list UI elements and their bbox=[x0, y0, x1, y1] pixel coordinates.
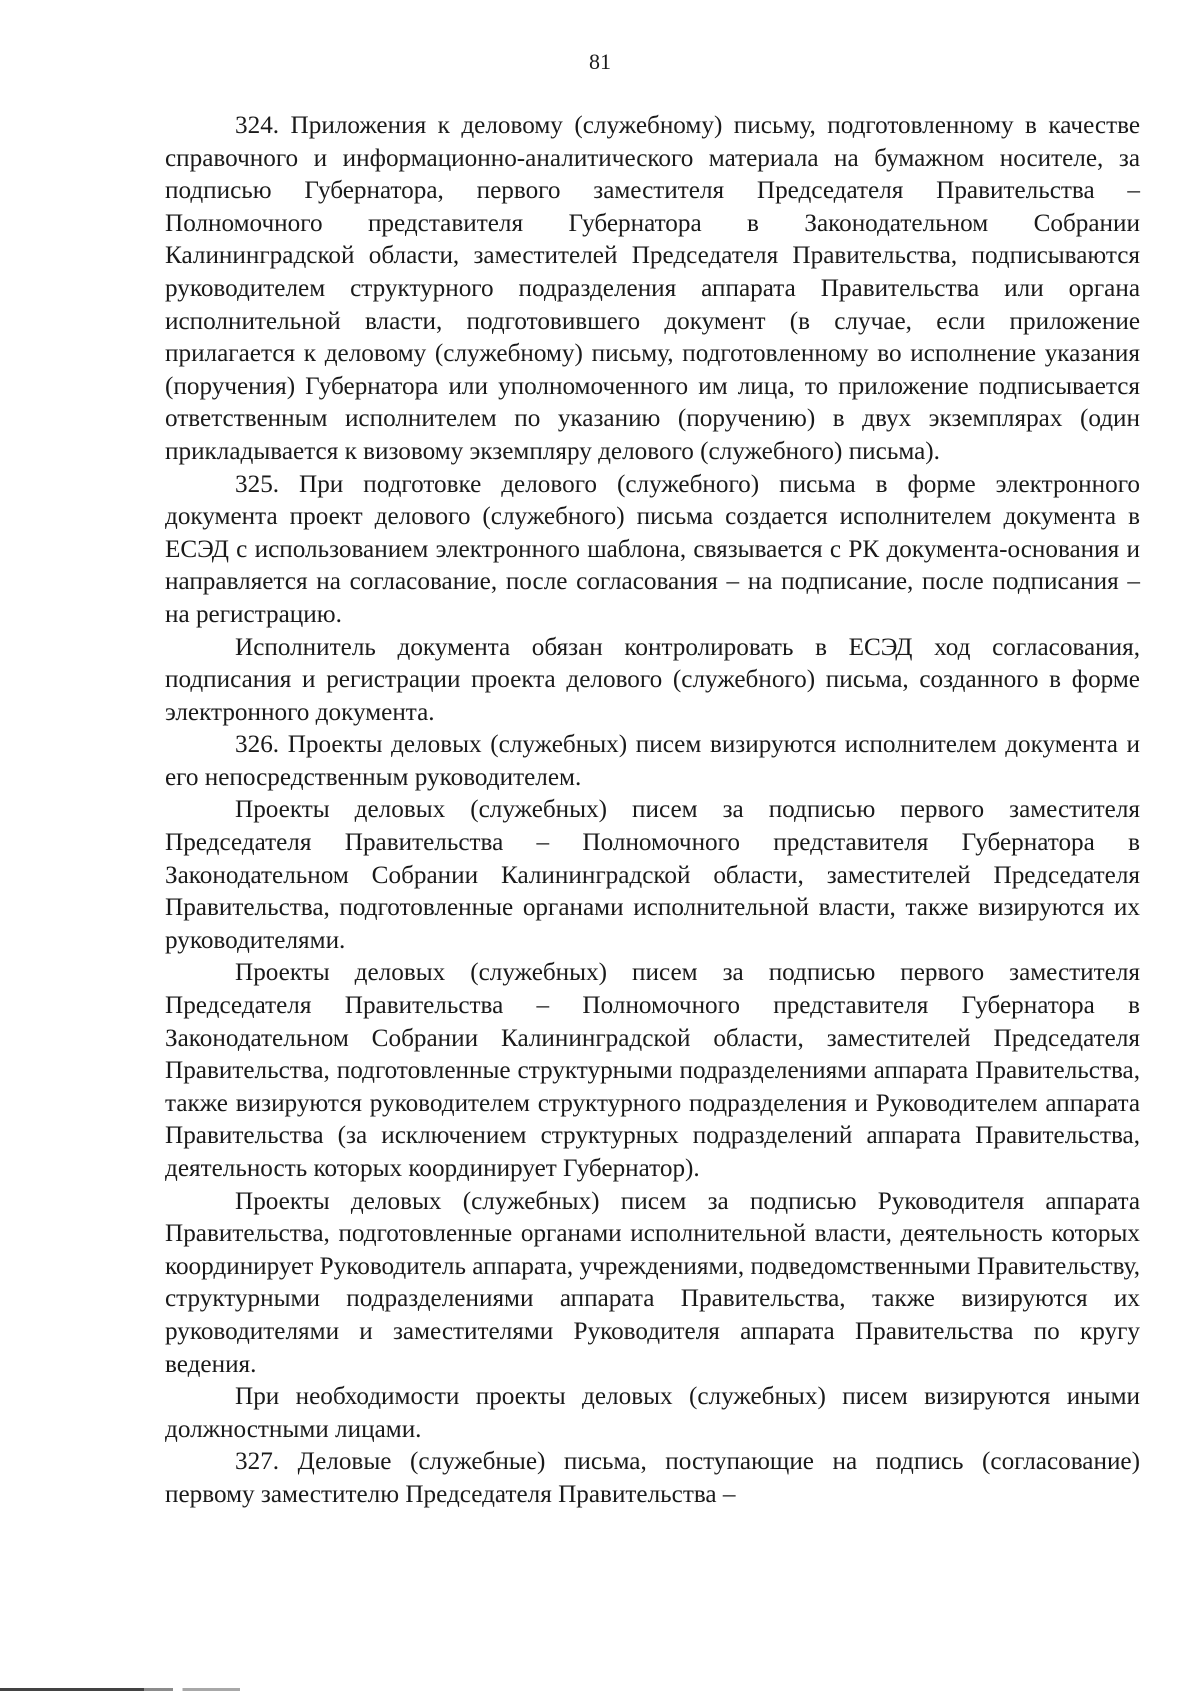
scan-edge-line bbox=[0, 1688, 240, 1691]
paragraph-326-structural-divisions: Проекты деловых (служебных) писем за подписью первого заместителя Председателя Правительства – Полномочного представителя Губернатора в Законодательном Собрании Калининградской области, заместителей Председателя Правительства, подготовленные структурными подразделениями аппарата Правительства, также визируются руководителем структурного подразделения и Руководителем аппарата Правительства (за исключением структурных подразделений аппарата Правительства, деятельность которых координирует Губернатор). bbox=[165, 959, 1140, 1182]
paragraph-326-other-officials: При необходимости проекты деловых (служебных) писем визируются иными должностными лицами. bbox=[165, 1383, 1140, 1443]
paragraph-326-head-of-apparatus: Проекты деловых (служебных) писем за подписью Руководителя аппарата Правительства, подготовленные органами исполнительной власти, деятельность которых координирует Руководитель аппарата, учреждениями, подведомственными Правительству, структурными подразделениями аппарата Правительства, также визируются их руководителями и заместителями Руководителя аппарата Правительства по кругу ведения. bbox=[165, 1187, 1140, 1378]
paragraph-327: 327. Деловые (служебные) письма, поступающие на подпись (согласование) первому заместителю Председателя Правительства – bbox=[165, 1448, 1140, 1508]
paragraph-326-executive-bodies: Проекты деловых (служебных) писем за подписью первого заместителя Председателя Правительства – Полномочного представителя Губернатора в Законодательном Собрании Калининградской области, заместителей Председателя Правительства, подготовленные органами исполнительной власти, также визируются их руководителями. bbox=[165, 796, 1140, 954]
paragraph-324: 324. Приложения к деловому (служебному) письму, подготовленному в качестве справочного и информационно-аналитического материала на бумажном носителе, за подписью Губернатора, первого заместителя Председателя Правительства – Полномочного представителя Губернатора в Законодательном Собрании Калининградской области, заместителей Председателя Правительства, подписываются руководителем структурного подразделения аппарата Правительства или органа исполнительной власти, подготовившего документ (в случае, если приложение прилагается к деловому (служебному) письму, подготовленному во исполнение указания (поручения) Губернатора или уполномоченного им лица, то приложение подписывается ответственным исполнителем по указанию (поручению) в двух экземплярах (один прикладывается к визовому экземпляру делового (служебного) письма). bbox=[165, 112, 1140, 465]
paragraph-325-executor-control: Исполнитель документа обязан контролировать в ЕСЭД ход согласования, подписания и регистрации проекта делового (служебного) письма, созданного в форме электронного документа. bbox=[165, 633, 1140, 726]
paragraph-325: 325. При подготовке делового (служебного) письма в форме электронного документа проект делового (служебного) письма создается исполнителем документа в ЕСЭД с использованием электронного шаблона, связывается с РК документа-основания и направляется на согласование, после согласования – на подписание, после подписания – на регистрацию. bbox=[165, 470, 1140, 628]
document-body bbox=[165, 110, 1140, 1512]
page-number: 81 bbox=[589, 49, 611, 74]
paragraph-326: 326. Проекты деловых (служебных) писем визируются исполнителем документа и его непосредственным руководителем. bbox=[165, 731, 1140, 791]
